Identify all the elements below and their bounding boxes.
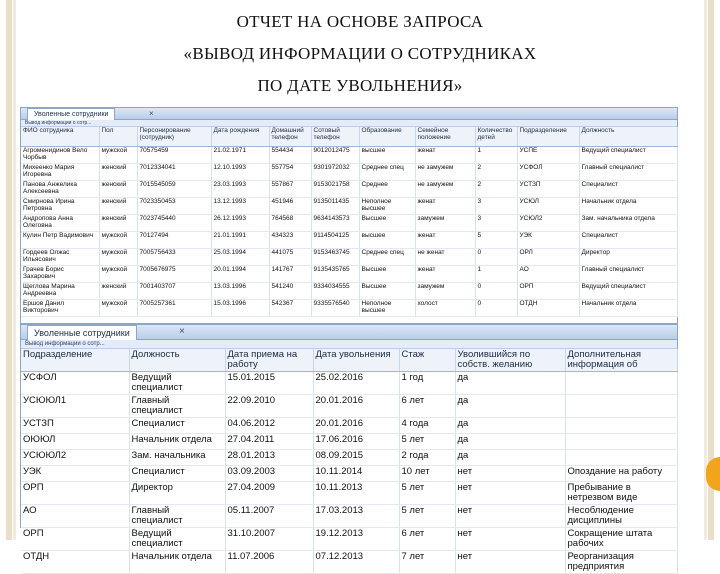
table-row[interactable] [21,481,677,504]
slide-title-line3: ПО ДАТЕ УВОЛЬНЕНИЯ» [257,76,463,95]
query-header-row [21,127,677,147]
table-cell[interactable]: 17.06.2016 [313,433,399,449]
table-cell[interactable]: УЭК [21,465,129,481]
subtab-label[interactable]: Вывод информации о сотр... [25,120,92,126]
table-cell[interactable]: УСЮЮЛ2 [21,449,129,465]
table-cell[interactable]: Высшее [359,283,415,300]
table-cell[interactable]: 9334034555 [311,283,359,300]
table-cell[interactable]: Гордеев Олжас Ильясович [21,249,99,266]
table-cell[interactable]: нет [455,550,565,573]
table-cell[interactable] [565,433,677,449]
table-cell[interactable]: Неполное высшее [359,198,415,215]
table-cell[interactable]: УСЮЮЛ1 [21,394,129,417]
table-cell[interactable]: Начальник отдела [129,550,225,573]
table-cell[interactable]: мужской [99,249,137,266]
table-cell[interactable]: замужем [415,215,475,232]
table-cell[interactable]: Главный специалист [129,504,225,527]
table-cell[interactable]: 9114504125 [311,232,359,249]
table-cell[interactable]: 557867 [269,181,311,198]
table-cell[interactable]: 2 [475,181,517,198]
table-cell[interactable]: холост [415,300,475,317]
table-row[interactable] [21,215,677,232]
table-cell[interactable]: 20.01.2016 [313,394,399,417]
table-cell[interactable]: Ведущий специалист [129,527,225,550]
table-cell[interactable]: Специалист [129,417,225,433]
column-header[interactable]: Дополнительная информация об [565,349,677,371]
table-cell[interactable]: ОТДН [517,300,579,317]
table-cell[interactable]: 5 лет [399,433,455,449]
table-cell[interactable]: женский [99,181,137,198]
table-cell[interactable]: 541240 [269,283,311,300]
table-cell[interactable]: 7005257361 [137,300,211,317]
table-cell[interactable]: 7001403707 [137,283,211,300]
query-tab-bar [21,108,677,120]
column-header[interactable]: Подразделение [517,127,579,147]
close-icon[interactable]: × [179,326,185,337]
table-cell[interactable]: Ведущий специалист [129,371,225,394]
table-cell[interactable]: 17.03.2013 [313,504,399,527]
table-cell[interactable] [565,417,677,433]
table-cell[interactable]: 9301972032 [311,164,359,181]
table-cell[interactable] [565,394,677,417]
table-cell[interactable]: Специалист [579,232,677,249]
table-cell[interactable]: Михеенко Мария Игоревна [21,164,99,181]
report-tab-bar [21,325,677,340]
table-cell[interactable]: УСТЗП [517,181,579,198]
table-cell[interactable]: 12.10.1993 [211,164,269,181]
table-cell[interactable]: Сокращение штата рабочих [565,527,677,550]
table-cell[interactable]: 11.07.2006 [225,550,313,573]
table-cell[interactable]: 10.11.2014 [313,465,399,481]
report-body [21,371,677,573]
table-cell[interactable]: Несоблюдение дисциплины [565,504,677,527]
table-cell[interactable]: 25.03.1994 [211,249,269,266]
column-header[interactable]: Подразделение [21,349,129,371]
table-cell[interactable]: 70575459 [137,147,211,164]
table-cell[interactable]: 0 [475,300,517,317]
table-cell[interactable]: не замужем [415,164,475,181]
table-cell[interactable]: 0 [475,283,517,300]
table-cell[interactable]: ОРП [21,481,129,504]
tab-dismissed-employees-report[interactable]: Уволенные сотрудники [27,325,137,340]
table-row[interactable] [21,550,677,573]
table-cell[interactable]: 15.01.2015 [225,371,313,394]
column-header[interactable]: Сотовый телефон [311,127,359,147]
table-cell[interactable]: УСЮЛ2 [517,215,579,232]
table-row[interactable] [21,164,677,181]
table-cell[interactable]: УСТЗП [21,417,129,433]
query-body [21,147,677,317]
table-cell[interactable]: 7012334041 [137,164,211,181]
table-cell[interactable]: 21.02.1971 [211,147,269,164]
table-cell[interactable]: 9153463745 [311,249,359,266]
table-cell[interactable]: женат [415,266,475,283]
table-cell[interactable]: Среднее спец [359,249,415,266]
table-cell[interactable]: 542367 [269,300,311,317]
table-row[interactable] [21,394,677,417]
table-cell[interactable]: женский [99,198,137,215]
query-table [21,127,678,317]
report-header-row [21,349,677,371]
table-cell[interactable]: нет [455,465,565,481]
table-cell[interactable]: Главный специалист [129,394,225,417]
close-icon[interactable]: × [149,109,154,118]
table-cell[interactable]: 6 лет [399,527,455,550]
table-cell[interactable]: 10 лет [399,465,455,481]
table-cell[interactable]: Грачев Борис Захарович [21,266,99,283]
table-cell[interactable]: высшее [359,147,415,164]
table-cell[interactable]: Андропова Анна Олеговна [21,215,99,232]
table-cell[interactable]: 04.06.2012 [225,417,313,433]
table-cell[interactable]: 03.09.2003 [225,465,313,481]
table-row[interactable] [21,283,677,300]
table-cell[interactable]: ОТДН [21,550,129,573]
table-cell[interactable]: нет [455,527,565,550]
table-cell[interactable]: 22.09.2010 [225,394,313,417]
table-cell[interactable]: 2 года [399,449,455,465]
column-header[interactable]: Образование [359,127,415,147]
table-cell[interactable]: 20.01.1994 [211,266,269,283]
table-cell[interactable]: 7015545059 [137,181,211,198]
table-cell[interactable]: Высшее [359,266,415,283]
table-cell[interactable]: УСФОЛ [517,164,579,181]
table-cell[interactable]: 13.12.1993 [211,198,269,215]
column-header[interactable]: Пол [99,127,137,147]
query-subtab [21,120,677,127]
table-cell[interactable]: Панова Анжелика Алексеевна [21,181,99,198]
table-cell[interactable]: 441075 [269,249,311,266]
table-cell[interactable]: Директор [129,481,225,504]
table-cell[interactable]: УСФОЛ [21,371,129,394]
report-table [21,349,678,574]
column-header[interactable]: Стаж [399,349,455,371]
table-row[interactable] [21,527,677,550]
table-cell[interactable]: 9135435765 [311,266,359,283]
table-cell[interactable]: 764568 [269,215,311,232]
table-cell[interactable]: 3 [475,198,517,215]
column-header[interactable]: Дата увольнения [313,349,399,371]
table-cell[interactable]: 0 [475,249,517,266]
table-cell[interactable]: Начальник отдела [129,433,225,449]
table-cell[interactable]: да [455,433,565,449]
table-cell[interactable]: ОРП [517,283,579,300]
table-cell[interactable]: Специалист [129,465,225,481]
table-cell[interactable]: Агроменидинов Вело Чорбыв [21,147,99,164]
table-cell[interactable]: ОЮЮЛ [21,433,129,449]
table-cell[interactable]: 7005676975 [137,266,211,283]
table-cell[interactable]: Ершов Данил Викторович [21,300,99,317]
table-row[interactable] [21,433,677,449]
table-cell[interactable]: АО [21,504,129,527]
slide-title-line2: «ВЫВОД ИНФОРМАЦИИ О СОТРУДНИКАХ [183,44,537,63]
table-cell[interactable]: Ведущий специалист [579,147,677,164]
table-cell[interactable]: 10.11.2013 [313,481,399,504]
table-cell[interactable]: Директор [579,249,677,266]
table-cell[interactable]: Зам. начальника [129,449,225,465]
column-header[interactable]: Количество детей [475,127,517,147]
table-row[interactable] [21,249,677,266]
table-cell[interactable]: не женат [415,249,475,266]
table-cell[interactable] [565,449,677,465]
table-cell[interactable]: мужской [99,232,137,249]
table-cell[interactable]: 434323 [269,232,311,249]
table-cell[interactable]: 1 [475,147,517,164]
table-cell[interactable]: Опоздание на работу [565,465,677,481]
table-cell[interactable]: Неполное высшее [359,300,415,317]
report-subtab [21,340,677,349]
report-window [20,324,678,572]
table-cell[interactable]: 9012012475 [311,147,359,164]
table-cell[interactable]: да [455,371,565,394]
table-cell[interactable]: Ведущий специалист [579,283,677,300]
table-cell[interactable]: 19.12.2013 [313,527,399,550]
table-cell[interactable]: 7005756433 [137,249,211,266]
query-window [20,107,678,324]
table-cell[interactable]: 5 лет [399,481,455,504]
table-cell[interactable]: 15.03.1996 [211,300,269,317]
table-cell[interactable]: 05.11.2007 [225,504,313,527]
table-cell[interactable]: женат [415,232,475,249]
table-cell[interactable]: 9335576540 [311,300,359,317]
table-cell[interactable]: 554434 [269,147,311,164]
table-cell[interactable]: 23.03.1993 [211,181,269,198]
table-cell[interactable]: 2 [475,164,517,181]
column-header[interactable]: Домашний телефон [269,127,311,147]
column-header[interactable]: Уволившийся по собств. желанию [455,349,565,371]
subtab-label[interactable]: Вывод информации о сотр... [25,341,105,347]
table-cell[interactable]: да [455,449,565,465]
table-cell[interactable]: Начальник отдела [579,300,677,317]
table-cell[interactable]: нет [455,504,565,527]
table-row[interactable] [21,417,677,433]
table-cell[interactable]: ОРЛ [517,249,579,266]
table-row[interactable] [21,371,677,394]
table-row[interactable] [21,147,677,164]
table-cell[interactable]: ОРП [21,527,129,550]
tab-dismissed-employees[interactable]: Уволенные сотрудники [27,108,115,120]
table-cell[interactable]: Зам. начальника отдела [579,215,677,232]
table-cell[interactable]: мужской [99,300,137,317]
table-cell[interactable]: 9135011435 [311,198,359,215]
table-cell[interactable]: Высшее [359,215,415,232]
table-cell[interactable]: Главный специалист [579,266,677,283]
column-header[interactable]: Семейное положение [415,127,475,147]
table-cell[interactable] [565,371,677,394]
table-cell[interactable]: 07.12.2013 [313,550,399,573]
table-row[interactable] [21,266,677,283]
table-cell[interactable]: Кулин Петр Вадимович [21,232,99,249]
table-cell[interactable]: женат [415,198,475,215]
table-cell[interactable]: женат [415,147,475,164]
table-cell[interactable]: 1 [475,266,517,283]
table-cell[interactable]: 9634143573 [311,215,359,232]
table-cell[interactable]: 451946 [269,198,311,215]
table-cell[interactable]: УСПЕ [517,147,579,164]
table-cell[interactable]: УСЮЛ [517,198,579,215]
table-cell[interactable]: 13.03.1996 [211,283,269,300]
table-cell[interactable]: 08.09.2015 [313,449,399,465]
table-row[interactable] [21,232,677,249]
table-cell[interactable]: 4 года [399,417,455,433]
table-cell[interactable]: 31.10.2007 [225,527,313,550]
table-cell[interactable]: 21.01.1991 [211,232,269,249]
column-header[interactable]: ФИО сотрудника [21,127,99,147]
slide-title-line1: ОТЧЕТ НА ОСНОВЕ ЗАПРОСА [236,12,484,31]
table-cell[interactable]: не замужем [415,181,475,198]
table-cell[interactable]: высшее [359,232,415,249]
table-cell[interactable]: 27.04.2009 [225,481,313,504]
table-cell[interactable]: 25.02.2016 [313,371,399,394]
table-cell[interactable]: 7 лет [399,550,455,573]
table-cell[interactable]: Щеглова Марина Андреевна [21,283,99,300]
column-header[interactable]: Должность [579,127,677,147]
table-cell[interactable]: женский [99,283,137,300]
table-cell[interactable]: 26.12.1993 [211,215,269,232]
table-cell[interactable]: АО [517,266,579,283]
table-cell[interactable]: мужской [99,266,137,283]
column-header[interactable]: Дата приема на работу [225,349,313,371]
table-row[interactable] [21,504,677,527]
table-row[interactable] [21,300,677,317]
table-cell[interactable]: 7023350453 [137,198,211,215]
table-cell[interactable]: да [455,417,565,433]
column-header[interactable]: Дата рождения [211,127,269,147]
table-cell[interactable]: 1 год [399,371,455,394]
table-cell[interactable]: Начальник отдела [579,198,677,215]
table-cell[interactable]: Главный специалист [579,164,677,181]
table-cell[interactable]: 3 [475,215,517,232]
table-cell[interactable]: 7023745440 [137,215,211,232]
table-cell[interactable]: 20.01.2016 [313,417,399,433]
table-row[interactable] [21,181,677,198]
table-cell[interactable]: Среднее [359,181,415,198]
table-cell[interactable]: 557754 [269,164,311,181]
table-cell[interactable]: 5 лет [399,504,455,527]
table-cell[interactable]: да [455,394,565,417]
table-cell[interactable]: замужем [415,283,475,300]
table-row[interactable] [21,198,677,215]
table-row[interactable] [21,449,677,465]
table-cell[interactable]: нет [455,481,565,504]
table-cell[interactable]: мужской [99,147,137,164]
column-header[interactable]: Персонирование (сотрудник) [137,127,211,147]
table-cell[interactable]: Среднее спец [359,164,415,181]
table-cell[interactable]: 70127494 [137,232,211,249]
column-header[interactable]: Должность [129,349,225,371]
table-cell[interactable]: 9153021758 [311,181,359,198]
table-cell[interactable]: УЭК [517,232,579,249]
table-cell[interactable]: 5 [475,232,517,249]
table-cell[interactable]: 6 лет [399,394,455,417]
table-cell[interactable]: 141767 [269,266,311,283]
table-cell[interactable]: 27.04.2011 [225,433,313,449]
table-row[interactable] [21,465,677,481]
table-cell[interactable]: Пребывание в нетрезвом виде [565,481,677,504]
table-cell[interactable]: 28.01.2013 [225,449,313,465]
table-cell[interactable]: Смирнова Ирина Петровна [21,198,99,215]
table-cell[interactable]: Реорганизация предприятия [565,550,677,573]
table-cell[interactable]: женский [99,164,137,181]
table-cell[interactable]: Специалист [579,181,677,198]
table-cell[interactable]: женский [99,215,137,232]
